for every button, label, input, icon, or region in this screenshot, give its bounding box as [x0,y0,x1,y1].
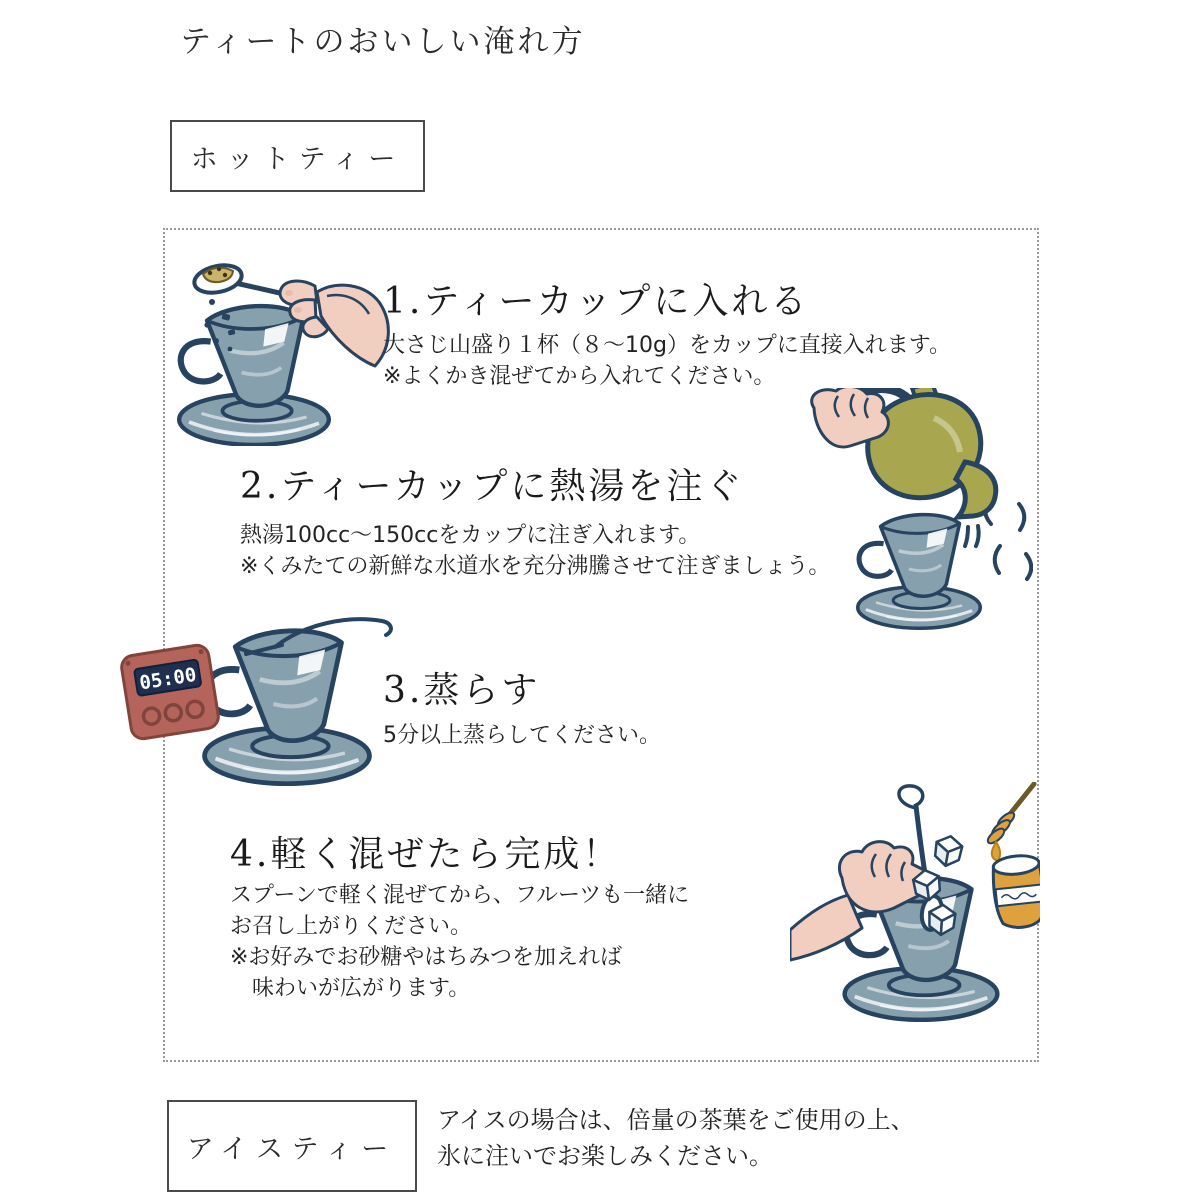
step4-line1: スプーンで軽く混ぜてから、フルーツも一緒に [230,883,690,908]
step1-line2: ※よくかき混ぜてから入れてください。 [383,364,776,389]
step4-heading: 4.軽く混ぜたら完成！ [230,834,622,875]
step2-line1: 熱湯100cc～150ccをカップに注ぎ入れます。 [240,523,701,548]
teacup-icon [205,631,370,784]
step3-body [383,720,661,751]
hot-tea-label-box [170,120,425,192]
step1-body [383,330,951,392]
honey-jar-icon [991,854,1040,930]
fingernail [285,290,293,296]
ice-tea-line1: アイスの場合は、倍量の茶葉をご使用の上、 [437,1106,915,1134]
step4-body [230,880,689,1004]
timer-display: 05:00 [137,663,198,695]
ice-tea-note [437,1102,915,1174]
ice-tea-line2: 氷に注いでお楽しみください。 [437,1142,773,1170]
step4-line2: お召し上がりください。 [230,914,473,939]
step3-heading: 3.蒸らす [383,670,541,711]
step1-line1: 大さじ山盛り１杯（８～10g）をカップに直接入れます。 [383,333,951,358]
step1-heading: 1.ティーカップに入れる [383,281,810,322]
step4-line4: 味わいが広がります。 [230,976,471,1001]
step3-line1: 5分以上蒸らしてください。 [383,723,661,748]
step2-line2: ※くみたての新鮮な水道水を充分沸騰させて注ぎましょう。 [240,554,831,579]
step4-line3: ※お好みでお砂糖やはちみつを加えれば [230,945,622,970]
hot-tea-label: ホットティー [190,143,405,175]
fingernail [294,307,302,313]
honey-dipper-icon [985,784,1034,861]
step2-heading: 2.ティーカップに熱湯を注ぐ [240,466,745,507]
ice-tea-label-box [167,1100,417,1192]
step1-illustration [165,238,393,446]
ice-tea-label: アイスティー [186,1133,398,1165]
timer-icon [120,644,220,741]
hand-icon [812,388,889,447]
page-title: ティートのおいしい淹れ方 [180,24,586,60]
step4-illustration [790,782,1040,1024]
step3-illustration [112,610,397,795]
step2-illustration [788,388,1033,633]
teacup-icon [858,515,981,629]
step2-body [240,520,830,582]
